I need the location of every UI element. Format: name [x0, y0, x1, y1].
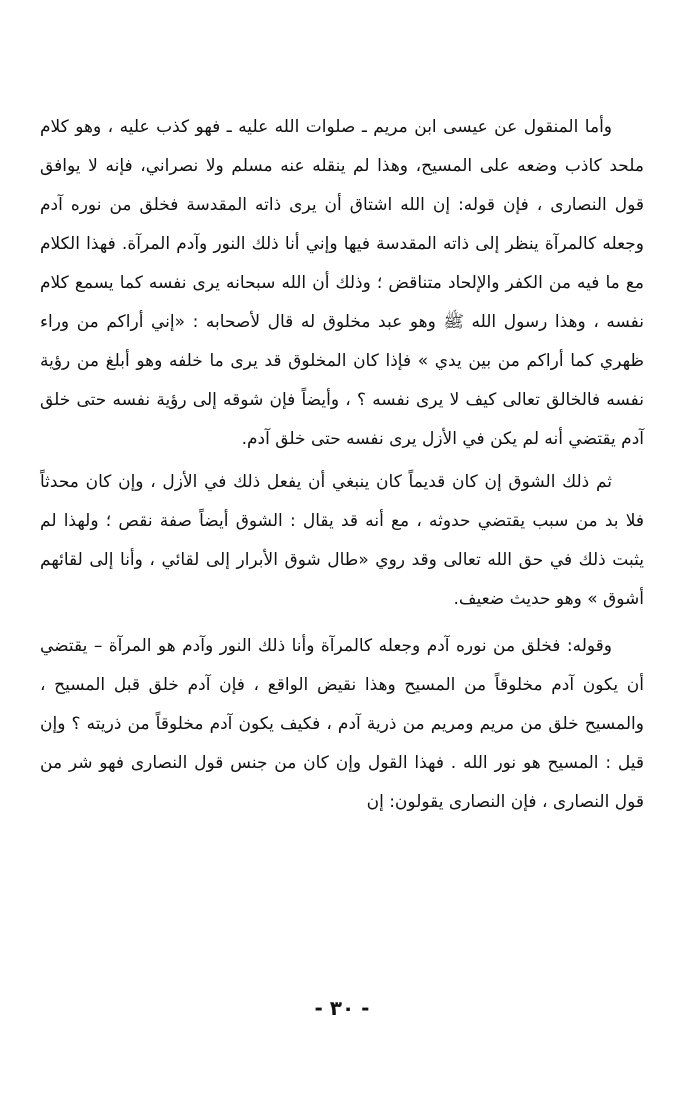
- paragraph-2: ثم ذلك الشوق إن كان قديماً كان ينبغي أن يفعل ذلك في الأزل ، وإن كان محدثاً فلا بد من سبب يقتضي حدوثه ، مع أنه قد يقال : الشوق أيضاً صفة نقص ؛ ولهذا لم يثبت ذلك في حق الله تعالى وقد روي «طال شوق الأبرار إلى لقائي ، وأنا إلى لقائهم أشوق » وهو حديث ضعيف.: [40, 472, 644, 609]
- page-body: [40, 108, 644, 822]
- paragraph-1: وأما المنقول عن عيسى ابن مريم ـ صلوات الله عليه ـ فهو كذب عليه ، وهو كلام ملحد كاذب وضعه على المسيح، وهذا لم ينقله عنه مسلم ولا نصراني، فإنه لا يوافق قول النصارى ، فإن قوله: إن الله اشتاق أن يرى ذاته المقدسة فخلق من نوره آدم وجعله كالمرآة ينظر إلى ذاته المقدسة فيها وإني أنا ذلك النور وآدم المرآة. فهذا الكلام مع ما فيه من الكفر والإلحاد متناقض ؛ وذلك أن الله سبحانه يرى نفسه كما يسمع كلام نفسه ، وهذا رسول الله ﷺ وهو عبد مخلوق له قال لأصحابه : «إني أراكم من وراء ظهري كما أراكم من بين يدي » فإذا كان المخلوق قد يرى ما خلفه وهو أبلغ من رؤية نفسه فالخالق تعالى كيف لا يرى نفسه ؟ ، وأيضاً فإن شوقه إلى رؤية نفسه حتى خلق آدم يقتضي أنه لم يكن في الأزل يرى نفسه حتى خلق آدم.: [40, 117, 644, 449]
- paragraph-3: وقوله: فخلق من نوره آدم وجعله كالمرآة وأنا ذلك النور وآدم هو المرآة – يقتضي أن يكون آدم مخلوقاً من المسيح وهذا نقيض الواقع ، فإن آدم خلق قبل المسيح ، والمسيح خلق من مريم ومريم من ذرية آدم ، فكيف يكون آدم مخلوقاً من ذريته ؟ وإن قيل : المسيح هو نور الله . فهذا القول وإن كان من جنس قول النصارى فهو شر من قول النصارى ، فإن النصارى يقولون: إن: [40, 636, 644, 812]
- page-number: - ٣٠ -: [314, 996, 370, 1020]
